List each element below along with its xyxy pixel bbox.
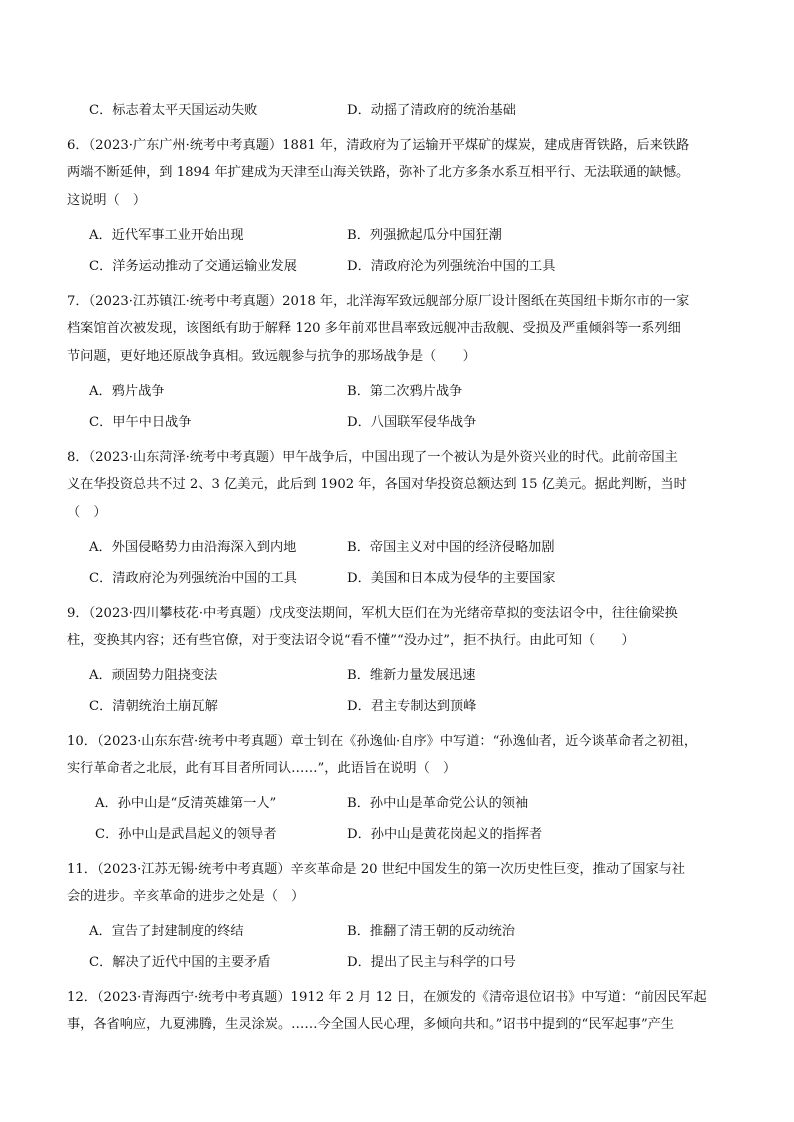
q11-stem-line-2: 会的进步。辛亥革命的进步之处是（ ） xyxy=(67,889,305,904)
q11-option-a[interactable]: A．宣告了封建制度的终结 xyxy=(89,924,244,939)
q8-option-a[interactable]: A．外国侵略势力由沿海深入到内地 xyxy=(89,540,297,555)
q6-option-b[interactable]: B．列强掀起瓜分中国狂潮 xyxy=(347,228,502,243)
q8-stem-line-1: 8．（2023·山东菏泽·统考中考真题）甲午战争后，中国出现了一个被认为是外资兴业的时代。此前帝国主 xyxy=(67,450,678,465)
q6-stem-line-1: 6．（2023·广东广州·统考中考真题）1881 年，清政府为了运输开平煤矿的煤炭，建成唐胥铁路，后来铁路 xyxy=(67,138,690,153)
q8-option-d[interactable]: D．美国和日本成为侵华的主要国家 xyxy=(347,571,556,586)
q9-option-a[interactable]: A．顽固势力阻挠变法 xyxy=(89,668,218,683)
q9-stem-line-1: 9．（2023·四川攀枝花·中考真题）戊戌变法期间，军机大臣们在为光绪帝草拟的变法诏令中，往往偷梁换 xyxy=(67,606,678,621)
q12-stem-line-1: 12．（2023·青海西宁·统考中考真题）1912 年 2 月 12 日，在颁发的《清帝退位诏书》中写道：“前因民军起 xyxy=(67,990,707,1005)
q11-option-c[interactable]: C．解决了近代中国的主要矛盾 xyxy=(89,955,271,970)
q8-option-c[interactable]: C．清政府沦为列强统治中国的工具 xyxy=(89,571,297,586)
q8-option-b[interactable]: B．帝国主义对中国的经济侵略加剧 xyxy=(347,540,555,555)
q12-stem-line-2: 事，各省响应，九夏沸腾，生灵涂炭。……今全国人民心理，多倾向共和。”诏书中提到的“民军起事”产生 xyxy=(67,1017,675,1032)
q10-stem-line-2: 实行革命者之北辰，此有耳目者所同认……”，此语旨在说明（ ） xyxy=(67,761,457,776)
q11-option-d[interactable]: D．提出了民主与科学的口号 xyxy=(347,955,516,970)
q10-option-d[interactable]: D．孙中山是黄花岗起义的指挥者 xyxy=(347,827,543,842)
q7-stem-line-1: 7．（2023·江苏镇江·统考中考真题）2018 年，北洋海军致远舰部分原厂设计图纸在英国纽卡斯尔市的一家 xyxy=(67,294,690,309)
q8-stem-line-2: 义在华投资总共不过 2、3 亿美元，此后到 1902 年，各国对华投资总额达到 15 亿美元。据此判断，当时 xyxy=(67,477,687,492)
q6-option-d[interactable]: D．清政府沦为列强统治中国的工具 xyxy=(347,259,556,274)
q7-option-b[interactable]: B．第二次鸦片战争 xyxy=(347,384,463,399)
q11-option-b[interactable]: B．推翻了清王朝的反动统治 xyxy=(347,924,515,939)
q7-option-d[interactable]: D．八国联军侵华战争 xyxy=(347,415,477,430)
q10-option-c[interactable]: C．孙中山是武昌起义的领导者 xyxy=(95,827,277,842)
q6-stem-line-3: 这说明（ ） xyxy=(67,193,147,208)
q7-option-a[interactable]: A．鸦片战争 xyxy=(89,384,165,399)
q8-stem-line-3: （ ） xyxy=(67,505,107,520)
q7-option-c[interactable]: C．甲午中日战争 xyxy=(89,415,192,430)
q10-option-a[interactable]: A．孙中山是“反清英雄第一人” xyxy=(95,796,277,811)
q10-stem-line-1: 10．（2023·山东东营·统考中考真题）章士钊在《孙逸仙·自序》中写道：“孙逸仙者，近今谈革命者之初祖， xyxy=(67,734,698,749)
q9-option-c[interactable]: C．清朝统治土崩瓦解 xyxy=(89,699,218,714)
q11-stem-line-1: 11．（2023·江苏无锡·统考中考真题）辛亥革命是 20 世纪中国发生的第一次历史性巨变，推动了国家与社 xyxy=(67,862,685,877)
q9-option-d[interactable]: D．君主专制达到顶峰 xyxy=(347,699,477,714)
q6-option-c[interactable]: C．洋务运动推动了交通运输业发展 xyxy=(89,259,297,274)
q6-option-a[interactable]: A．近代军事工业开始出现 xyxy=(89,228,244,243)
q5-option-c[interactable]: C．标志着太平天国运动失败 xyxy=(89,103,258,118)
q6-stem-line-2: 两端不断延伸，到 1894 年扩建成为天津至山海关铁路，弥补了北方多条水系互相平行、无法联通的缺憾。 xyxy=(67,165,690,180)
q5-option-d[interactable]: D．动摇了清政府的统治基础 xyxy=(347,103,516,118)
q10-option-b[interactable]: B．孙中山是革命党公认的领袖 xyxy=(347,796,529,811)
q9-stem-line-2: 柱，变换其内容；还有些官僚，对于变法诏令说“看不懂”“没办过”，拒不执行。由此可知（ ） xyxy=(67,633,635,648)
q9-option-b[interactable]: B．维新力量发展迅速 xyxy=(347,668,476,683)
q7-stem-line-3: 节问题，更好地还原战争真相。致远舰参与抗争的那场战争是（ ） xyxy=(67,349,476,364)
q7-stem-line-2: 档案馆首次被发现，该图纸有助于解释 120 多年前邓世昌率致远舰冲击敌舰、受损及严重倾斜等一系列细 xyxy=(67,321,681,336)
